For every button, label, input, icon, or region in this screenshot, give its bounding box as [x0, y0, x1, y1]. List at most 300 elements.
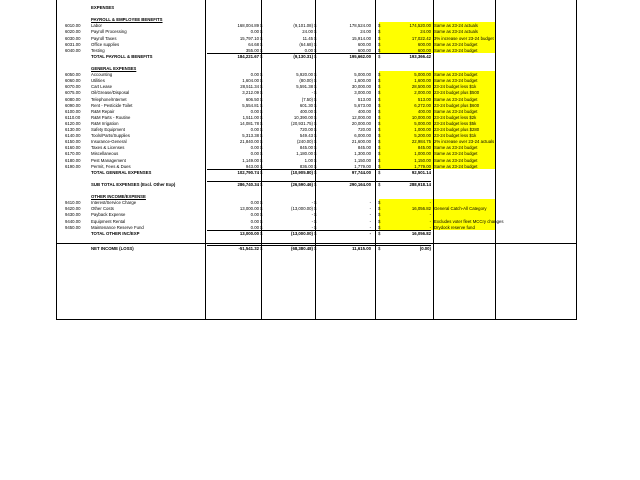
dollar-sign: $: [314, 108, 317, 114]
dollar-sign: $: [378, 218, 381, 224]
total-budget: 11,615.00: [352, 245, 371, 251]
dollar-sign: $: [260, 181, 263, 187]
account-code: 6160.00: [65, 145, 81, 151]
dollar-sign: $: [314, 120, 317, 126]
proposed-value: -: [429, 224, 431, 230]
dollar-sign: $: [378, 200, 381, 206]
dollar-sign: $: [378, 29, 381, 35]
account-description: R&M Irrigation: [91, 120, 119, 126]
variance-value: 5,920.00: [296, 72, 313, 78]
dollar-sign: $: [314, 163, 317, 169]
table-row: [57, 151, 576, 156]
account-description: Pest Management: [91, 157, 126, 163]
budget-note: 23-24 budget plus $600: [434, 102, 480, 108]
total-rule: [207, 245, 431, 246]
account-description: Accounting: [91, 72, 113, 78]
budget-note: Same as 23-24 budget: [434, 157, 478, 163]
table-row: [57, 158, 576, 163]
budget-value: 5,000.00: [354, 72, 371, 78]
table-row: [57, 127, 576, 132]
account-description: Telephone/Internet: [91, 96, 127, 102]
variance-value: 1.00: [304, 157, 313, 163]
budget-value: 12,000.00: [351, 114, 371, 120]
dollar-sign: $: [314, 53, 317, 59]
proposed-value: 600.00: [417, 47, 431, 53]
dollar-sign: $: [378, 35, 381, 41]
total-variance: (13,000.00): [291, 230, 313, 236]
dollar-sign: $: [378, 53, 381, 59]
account-code: 6010.00: [65, 23, 81, 29]
budget-value: 1,300.00: [354, 151, 371, 157]
actual-value: 64.68: [248, 41, 259, 47]
account-description: Cart Lease: [91, 84, 113, 90]
table-row: [57, 103, 576, 108]
total-actual: 286,740.34: [237, 181, 259, 187]
total-proposed: 193,366.42: [409, 53, 431, 59]
budget-value: 30,000.00: [351, 84, 371, 90]
account-code: 6150.00: [65, 139, 81, 145]
total-budget: 195,662.00: [349, 53, 371, 59]
dollar-sign: $: [378, 102, 381, 108]
total-rule: [207, 169, 431, 170]
table-row: [57, 78, 576, 83]
sheet-title-row: [57, 5, 576, 10]
total-proposed: 92,501.14: [411, 169, 431, 175]
dollar-sign: $: [378, 127, 381, 132]
dollar-sign: $: [378, 139, 381, 145]
dollar-sign: $: [260, 224, 263, 230]
actual-value: 0.00: [250, 108, 259, 114]
total-variance: (26,590.46): [291, 181, 313, 187]
proposed-value: 28,500.00: [411, 84, 431, 90]
dollar-sign: $: [314, 181, 317, 187]
dollar-sign: $: [314, 84, 317, 90]
section-header: OTHER INCOME/EXPENSE: [91, 194, 146, 200]
actual-value: 0.00: [250, 127, 259, 132]
account-code: 6031.00: [65, 41, 81, 47]
dollar-sign: $: [314, 224, 317, 230]
account-code: 6190.00: [65, 163, 81, 169]
account-description: Interest/Service Charge: [91, 200, 137, 206]
budget-value: -: [369, 212, 371, 218]
total-rule: [207, 230, 431, 231]
dollar-sign: $: [378, 120, 381, 126]
proposed-value: 1,150.00: [414, 157, 431, 163]
dollar-sign: $: [260, 35, 263, 41]
budget-note: Same as 23-24 budget: [434, 72, 478, 78]
dollar-sign: $: [378, 145, 381, 151]
proposed-value: 5,000.00: [414, 120, 431, 126]
table-row: [57, 23, 576, 28]
dollar-sign: $: [260, 108, 263, 114]
table-row: [57, 84, 576, 89]
total-actual: 102,790.74: [237, 169, 259, 175]
variance-value: (9,101.08): [293, 23, 313, 29]
section-total-row: [57, 231, 576, 236]
total-proposed: (0.00): [419, 245, 431, 251]
account-description: Safety Equipment: [91, 127, 125, 132]
dollar-sign: $: [260, 133, 263, 139]
dollar-sign: $: [314, 90, 317, 96]
dollar-sign: $: [314, 78, 317, 84]
account-code: 6050.00: [65, 72, 81, 78]
dollar-sign: $: [314, 157, 317, 163]
proposed-value: 22,984.75: [411, 139, 431, 145]
account-code: 6170.00: [65, 151, 81, 157]
actual-value: 21,840.00: [239, 139, 259, 145]
dollar-sign: $: [260, 84, 263, 90]
dollar-sign: $: [260, 127, 263, 132]
dollar-sign: $: [260, 139, 263, 145]
budget-value: 600.00: [357, 41, 371, 47]
table-row: [57, 115, 576, 120]
dollar-sign: $: [314, 200, 317, 206]
dollar-sign: $: [260, 72, 263, 78]
account-code: 6140.00: [65, 133, 81, 139]
table-row: [57, 36, 576, 41]
dollar-sign: $: [314, 29, 317, 35]
table-row: [57, 212, 576, 217]
dollar-sign: $: [378, 23, 381, 29]
budget-note: 23-24 budget plus $280: [434, 127, 480, 132]
proposed-value: 6,272.00: [414, 102, 431, 108]
total-label: NET INCOME (LOSS): [91, 245, 134, 251]
budget-value: 15,914.00: [351, 35, 371, 41]
proposed-value: 5,000.00: [414, 72, 431, 78]
dollar-sign: $: [314, 133, 317, 139]
budget-note: Same as 23-24 budget: [434, 78, 478, 84]
proposed-value: 400.00: [417, 108, 431, 114]
proposed-value: 1,779.00: [414, 163, 431, 169]
variance-value: 400.00: [299, 108, 313, 114]
actual-value: 3,212.09: [242, 90, 259, 96]
budget-note: Excludes voter fleet MCCry changes: [434, 218, 504, 224]
proposed-value: 24.00: [420, 29, 431, 35]
dollar-sign: $: [378, 224, 381, 230]
account-code: 6110.00: [65, 114, 81, 120]
dollar-sign: $: [260, 120, 263, 126]
dollar-sign: $: [314, 47, 317, 53]
dollar-sign: $: [378, 133, 381, 139]
dollar-sign: $: [378, 169, 381, 175]
dollar-sign: $: [314, 218, 317, 224]
variance-value: -: [311, 224, 313, 230]
dollar-sign: $: [314, 206, 317, 212]
variance-value: 836.00: [299, 163, 313, 169]
total-variance: (68,380.48): [291, 245, 313, 251]
variance-value: 549.43: [299, 133, 313, 139]
proposed-value: 845.00: [417, 145, 431, 151]
dollar-sign: $: [260, 230, 263, 236]
actual-value: 0.00: [250, 151, 259, 157]
account-description: Oil/Grease/Disposal: [91, 90, 130, 96]
budget-note: 23-24 budget less $2k: [434, 114, 477, 120]
account-description: Tools/Parts/Supplies: [91, 133, 130, 139]
account-description: Rent - Pesticide Toilet: [91, 102, 133, 108]
account-code: 9420.00: [65, 206, 81, 212]
dollar-sign: $: [378, 245, 381, 251]
budget-value: 845.00: [357, 145, 371, 151]
dollar-sign: $: [260, 41, 263, 47]
sheet-title: EXPENSES: [91, 5, 115, 10]
dollar-sign: $: [378, 114, 381, 120]
dollar-sign: $: [378, 181, 381, 187]
actual-value: 1,149.00: [242, 157, 259, 163]
subtotal-row: [57, 182, 576, 187]
dollar-sign: $: [260, 169, 263, 175]
total-budget: 97,744.00: [351, 169, 371, 175]
budget-note: Same as 23-24 budget: [434, 41, 478, 47]
net-income-row: [57, 246, 576, 251]
actual-value: 606.50: [245, 96, 259, 102]
budget-value: 21,600.00: [351, 139, 371, 145]
total-budget: -: [369, 230, 371, 236]
section-total-row: [57, 54, 576, 59]
dollar-sign: $: [260, 96, 263, 102]
actual-value: 13,000.00: [239, 206, 259, 212]
table-row: [57, 219, 576, 224]
table-row: [57, 48, 576, 53]
total-rule: [57, 243, 576, 244]
section-total-row: [57, 170, 576, 175]
budget-value: 6,000.00: [354, 133, 371, 139]
budget-note: Same as 23-24 budget: [434, 151, 478, 157]
variance-value: 845.00: [299, 145, 313, 151]
actual-value: 28,511.34: [240, 84, 259, 90]
budget-value: 3,000.00: [354, 90, 371, 96]
dollar-sign: $: [260, 53, 263, 59]
proposed-value: 174,520.00: [409, 23, 431, 29]
budget-value: -: [369, 218, 371, 224]
dollar-sign: $: [260, 157, 263, 163]
account-code: 6060.00: [65, 78, 81, 84]
account-description: Insurance-General: [91, 139, 127, 145]
total-variance: (9,130.31): [293, 53, 313, 59]
budget-value: 5,673.00: [354, 102, 371, 108]
section-header-row: [57, 66, 576, 71]
budget-spreadsheet: [56, 0, 577, 320]
budget-note: Same as 23-24 budget: [434, 47, 478, 53]
dollar-sign: $: [260, 206, 263, 212]
account-description: Labor: [91, 23, 102, 29]
account-description: Taxes & Licenses: [91, 145, 125, 151]
dollar-sign: $: [260, 218, 263, 224]
actual-value: 0.00: [250, 212, 259, 218]
dollar-sign: $: [260, 47, 263, 53]
dollar-sign: $: [378, 157, 381, 163]
dollar-sign: $: [260, 163, 263, 169]
total-variance: (10,905.80): [291, 169, 313, 175]
variance-value: (13,000.00): [291, 206, 313, 212]
dollar-sign: $: [314, 127, 317, 132]
budget-value: -: [369, 206, 371, 212]
table-row: [57, 42, 576, 47]
account-code: 9430.00: [65, 212, 81, 218]
budget-value: 178,524.00: [349, 23, 371, 29]
variance-value: 5,591.38: [296, 84, 313, 90]
dollar-sign: $: [314, 145, 317, 151]
account-description: R&M Parts - Routine: [91, 114, 131, 120]
account-description: Permit, Fees & Dues: [91, 163, 131, 169]
budget-note: Same as 23-24 budget: [434, 96, 478, 102]
dollar-sign: $: [314, 35, 317, 41]
total-actual: 13,000.00: [239, 230, 259, 236]
budget-note: General Catch-All Category: [434, 206, 487, 212]
total-actual: -51,541.32: [238, 245, 259, 251]
dollar-sign: $: [260, 245, 263, 251]
total-label: TOTAL PAYROLL & BENEFITS: [91, 53, 153, 59]
account-code: 6120.00: [65, 120, 81, 126]
dollar-sign: $: [314, 23, 317, 29]
dollar-sign: $: [378, 72, 381, 78]
dollar-sign: $: [378, 230, 381, 236]
budget-note: Same as 23-24 budget: [434, 145, 478, 151]
dollar-sign: $: [378, 84, 381, 90]
total-rule: [207, 53, 431, 54]
account-code: 6080.00: [65, 96, 81, 102]
table-row: [57, 225, 576, 230]
variance-value: (20,931.75): [291, 120, 313, 126]
budget-note: Same as 23-24 actuals: [434, 29, 478, 35]
variance-value: 1,180.00: [296, 151, 313, 157]
proposed-value: 1,000.00: [414, 151, 431, 157]
section-header: PAYROLL & EMPLOYEE BENEFITS: [91, 17, 163, 23]
table-row: [57, 109, 576, 114]
actual-value: 0.00: [250, 29, 259, 35]
budget-value: 1,150.00: [354, 157, 371, 163]
total-proposed: 16,056.82: [411, 230, 431, 236]
dollar-sign: $: [314, 72, 317, 78]
table-row: [57, 145, 576, 150]
total-actual: 184,221.67: [237, 53, 259, 59]
actual-value: 14,081.78: [239, 120, 259, 126]
dollar-sign: $: [314, 139, 317, 145]
variance-value: -: [311, 212, 313, 218]
account-code: 6070.00: [65, 84, 81, 90]
actual-value: 15,797.10: [239, 35, 259, 41]
budget-note: 3% increase over 23-24 budget: [434, 35, 494, 41]
budget-value: 24.00: [360, 29, 371, 35]
dollar-sign: $: [260, 212, 263, 218]
account-description: R&M Repair: [91, 108, 115, 114]
variance-value: 10,390.00: [293, 114, 313, 120]
actual-value: 0.00: [250, 218, 259, 224]
dollar-sign: $: [314, 245, 317, 251]
total-label: TOTAL GENERAL EXPENSES: [91, 169, 152, 175]
account-code: 6180.00: [65, 157, 81, 163]
budget-note: 23-24 budget less $1k: [434, 133, 477, 139]
actual-value: 5,554.81: [242, 102, 259, 108]
budget-value: 20,000.00: [351, 120, 371, 126]
account-description: Payback Expense: [91, 212, 126, 218]
dollar-sign: $: [260, 114, 263, 120]
variance-value: (64.68): [299, 41, 313, 47]
account-description: Equipment Rental: [91, 218, 126, 224]
account-description: Maintenance Reserve Fund: [91, 224, 144, 230]
section-header-row: [57, 17, 576, 22]
account-code: 9410.00: [65, 200, 81, 206]
total-rule: [207, 181, 431, 182]
dollar-sign: $: [260, 102, 263, 108]
proposed-value: -: [429, 218, 431, 224]
table-row: [57, 121, 576, 126]
proposed-value: 513.00: [417, 96, 431, 102]
dollar-sign: $: [378, 151, 381, 157]
account-code: 6100.00: [65, 108, 81, 114]
variance-value: (80.00): [299, 78, 313, 84]
account-code: 6075.00: [65, 90, 81, 96]
account-description: Other Costs: [91, 206, 114, 212]
budget-note: Same as 23-24 budget: [434, 163, 478, 169]
table-row: [57, 200, 576, 205]
budget-value: 400.00: [357, 108, 371, 114]
budget-value: -: [369, 200, 371, 206]
variance-value: (7.50): [301, 96, 313, 102]
total-label: SUB TOTAL EXPENSES (Excl. Other Exp): [91, 181, 176, 187]
proposed-value: 600.00: [417, 41, 431, 47]
account-code: 6020.00: [65, 29, 81, 35]
actual-value: 1,604.00: [242, 78, 259, 84]
table-row: [57, 206, 576, 211]
dollar-sign: $: [260, 145, 263, 151]
budget-note: 23-24 budget plus $500: [434, 90, 480, 96]
proposed-value: 16,056.82: [411, 206, 431, 212]
actual-value: 943.00: [245, 163, 259, 169]
dollar-sign: $: [260, 23, 263, 29]
actual-value: 1,511.00: [242, 114, 259, 120]
account-code: 6090.00: [65, 102, 81, 108]
dollar-sign: $: [314, 102, 317, 108]
budget-value: 720.00: [357, 127, 371, 132]
budget-value: 1,779.00: [354, 163, 371, 169]
budget-value: 513.00: [357, 96, 371, 102]
dollar-sign: $: [378, 163, 381, 169]
dollar-sign: $: [378, 108, 381, 114]
dollar-sign: $: [378, 41, 381, 47]
proposed-value: 2,000.00: [414, 90, 431, 96]
table-row: [57, 139, 576, 144]
dollar-sign: $: [378, 206, 381, 212]
variance-value: 0.00: [304, 47, 313, 53]
dollar-sign: $: [378, 47, 381, 53]
variance-value: 24.00: [302, 29, 313, 35]
variance-value: (240.00): [296, 139, 313, 145]
account-description: Office supplies: [91, 41, 120, 47]
section-header: GENERAL EXPENSES: [91, 66, 137, 71]
actual-value: 355.00: [245, 47, 259, 53]
table-row: [57, 90, 576, 95]
total-budget: 290,164.00: [349, 181, 371, 187]
actual-value: 0.00: [250, 145, 259, 151]
budget-note: 23-24 budget less $1k: [434, 84, 477, 90]
dollar-sign: $: [260, 29, 263, 35]
account-description: Miscellaneous: [91, 151, 119, 157]
dollar-sign: $: [314, 230, 317, 236]
dollar-sign: $: [378, 96, 381, 102]
budget-note: Drydock reserve fund: [434, 224, 475, 230]
account-description: Utilities: [91, 78, 105, 84]
table-row: [57, 133, 576, 138]
dollar-sign: $: [314, 212, 317, 218]
variance-value: 601.30: [299, 102, 313, 108]
table-row: [57, 164, 576, 169]
dollar-sign: $: [314, 169, 317, 175]
section-header-row: [57, 194, 576, 199]
proposed-value: -: [429, 212, 431, 218]
total-label: TOTAL OTHER INC/EXP: [91, 230, 140, 236]
table-row: [57, 97, 576, 102]
budget-value: -: [369, 224, 371, 230]
